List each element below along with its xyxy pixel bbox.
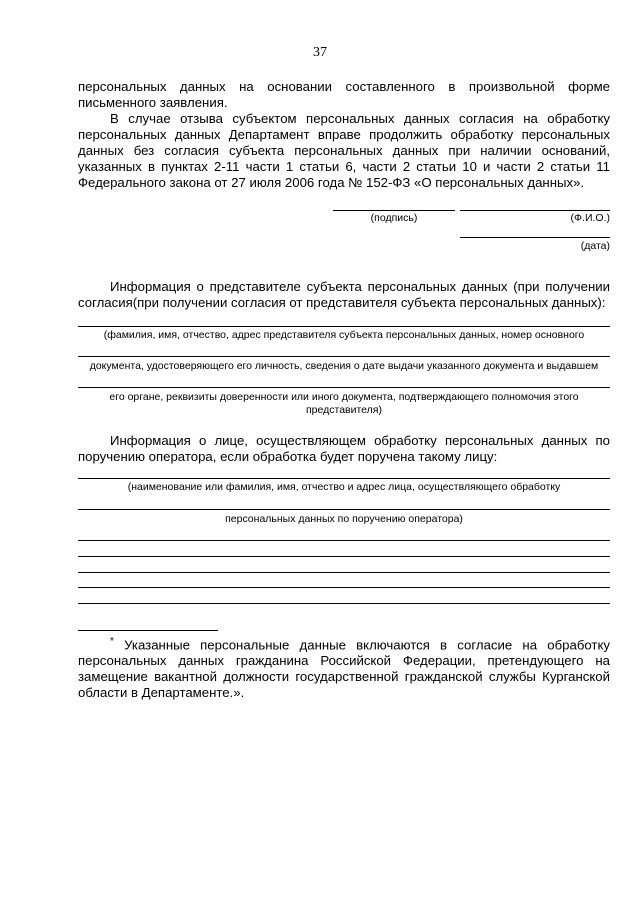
fio-line [460, 210, 610, 211]
date-line [460, 237, 610, 238]
intro-paragraph-1: персональных данных на основании составленного в произвольной форме письменного заявления. [78, 79, 610, 110]
footnote-text: Указанные персональные данные включаются в согласие на обработку персональных данных гражданина Российской Федерации, претендующего на замещение вакантной должности государственной гражданской службы Курганской области в Департаменте.». [78, 637, 610, 701]
footnote-rule [78, 630, 218, 631]
date-caption: (дата) [580, 240, 610, 252]
representative-heading: Информация о представителе субъекта персональных данных (при получении согласия(при получении согласия от представителя субъекта персональных данных): [78, 279, 610, 310]
blank-line-5 [78, 603, 610, 604]
processor-heading: Информация о лице, осуществляющем обработку персональных данных по поручению оператора, если обработка будет поручена такому лицу: [78, 433, 610, 464]
page-number: 37 [313, 45, 327, 60]
representative-line-3 [78, 387, 610, 388]
processor-caption-2: персональных данных по поручению оператора) [225, 513, 463, 525]
representative-caption-4: представителя) [306, 404, 382, 416]
representative-caption-2: документа, удостоверяющего его личность, сведения о дате выдачи указанного документа и выдавшем [89, 360, 599, 372]
representative-caption-3: его органе, реквизиты доверенности или иного документа, подтверждающего полномочия этого [109, 391, 579, 403]
representative-line-2 [78, 356, 610, 357]
signature-line [333, 210, 455, 211]
blank-line-4 [78, 587, 610, 588]
representative-caption-1: (фамилия, имя, отчество, адрес представителя субъекта персональных данных, номер основного [103, 329, 585, 341]
signature-caption: (подпись) [370, 212, 418, 224]
blank-line-3 [78, 572, 610, 573]
processor-line-2 [78, 509, 610, 510]
processor-line-1 [78, 478, 610, 479]
processor-caption-1: (наименование или фамилия, имя, отчество и адрес лица, осуществляющего обработку [127, 481, 561, 493]
fio-caption: (Ф.И.О.) [570, 212, 610, 224]
footnote [78, 634, 610, 701]
blank-line-1 [78, 540, 610, 541]
blank-line-2 [78, 556, 610, 557]
representative-line-1 [78, 326, 610, 327]
intro-paragraph-2: В случае отзыва субъектом персональных данных согласия на обработку персональных данных Департамент вправе продолжить обработку персональных данных без согласия субъекта персональных данных при наличии оснований, указанных в пунктах 2-11 части 1 статьи 6, части 2 статьи 10 и части 2 статьи 11 Федерального закона от 27 июля 2006 года № 152-ФЗ «О персональных данных». [78, 111, 610, 190]
footnote-mark: * [110, 636, 114, 647]
